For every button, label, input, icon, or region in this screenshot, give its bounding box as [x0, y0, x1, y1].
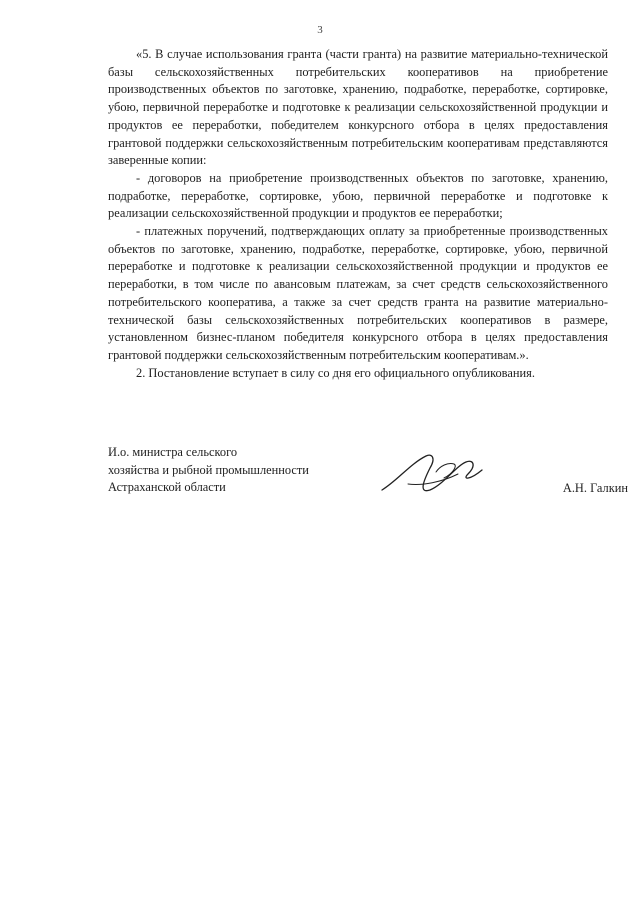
signatory-title-line: И.о. министра сельского	[108, 445, 238, 459]
page-number: 3	[317, 24, 323, 36]
document-body	[108, 46, 608, 382]
signatory-title-line: Астраханской области	[108, 480, 226, 495]
signatory-title	[108, 444, 408, 497]
paragraph-payment-orders: - платежных поручений, подтверждающих оплату за приобретенные производственных объектов по заготовке, хранению, подработке, переработке, сортировке, убою, первичной переработке и подготовке к реализации сельскохозяйственной продукции и продуктов ее переработки, в том числе по авансовым платежам, за счет средств сельскохозяйственного потребительского кооператива, а также за счет средств гранта на развитие материально-технической базы сельскохозяйственных потребительских кооперативов в размере, установленном бизнес-планом победителя конкурсного отбора в целях предоставления грантовой поддержки сельскохозяйственным потребительским кооперативам.».	[108, 224, 608, 362]
signatory-name: А.Н. Галкин	[562, 481, 628, 495]
handwritten-signature	[378, 450, 488, 498]
signatory-title-line: хозяйства и рыбной промышленности	[108, 462, 309, 477]
paragraph-effective-date: 2. Постановление вступает в силу со дня его официального опубликования.	[136, 365, 535, 380]
paragraph-clause-5: «5. В случае использования гранта (части гранта) на развитие материально-технической базы сельскохозяйственных потребительских кооперативов на приобретение производственных объектов по заготовке, хранению, подработке, переработке, сортировке, убою, первичной переработке и подготовке к реализации сельскохозяйственной продукции и продуктов ее переработки, победителем конкурсного отбора в целях предоставления грантовой поддержки сельскохозяйственным потребительским кооперативам представляются заверенные копии:	[108, 47, 608, 168]
signature-block	[108, 444, 628, 514]
paragraph-contracts: - договоров на приобретение производственных объектов по заготовке, хранению, подработке, переработке, сортировке, убою, первичной переработке и подготовке к реализации сельскохозяйственной продукции и продуктов ее переработки;	[108, 170, 608, 221]
